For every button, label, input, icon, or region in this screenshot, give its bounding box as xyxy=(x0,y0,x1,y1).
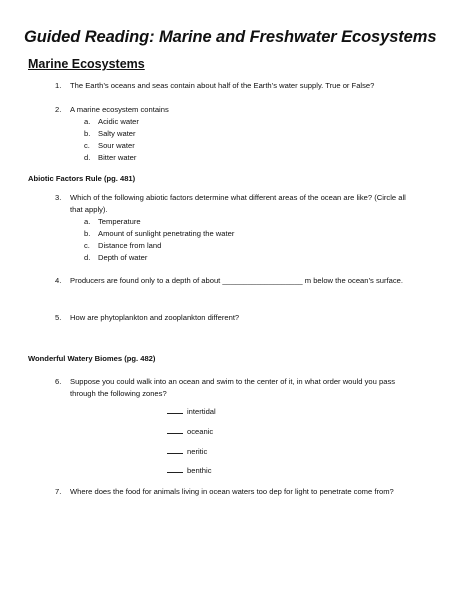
zone-label: neritic xyxy=(187,447,208,456)
question-text: Which of the following abiotic factors determine what different areas of the ocean are like? (Circle all that apply). xyxy=(70,193,406,214)
option-text: Acidic water xyxy=(98,117,139,126)
option-letter: b. xyxy=(84,229,91,239)
question-1 xyxy=(55,80,420,92)
subheading-abiotic-factors: Abiotic Factors Rule (pg. 481) xyxy=(28,174,136,183)
question-number: 2. xyxy=(55,105,62,114)
question-text: Suppose you could walk into an ocean and swim to the center of it, in what order would you pass through the following zones? xyxy=(70,377,396,398)
zone-label: benthic xyxy=(187,466,212,475)
question-3 xyxy=(55,192,420,216)
answer-blank[interactable] xyxy=(167,406,183,414)
option-text: Bitter water xyxy=(98,153,137,163)
question-text: The Earth’s oceans and seas contain about half of the Earth’s water supply. True or False? xyxy=(70,81,375,90)
answer-blank[interactable] xyxy=(167,426,183,434)
zone-label: intertidal xyxy=(187,407,216,416)
option-text: Salty water xyxy=(98,129,136,139)
question-3-options xyxy=(84,216,234,264)
option-letter: d. xyxy=(84,253,91,263)
option-b xyxy=(84,128,139,140)
option-b xyxy=(84,228,234,240)
option-text: Depth of water xyxy=(98,253,148,263)
zone-label: oceanic xyxy=(187,427,214,436)
option-d xyxy=(84,152,139,164)
question-number: 6. xyxy=(55,377,62,386)
question-text: Where does the food for animals living in ocean waters too dep for light to penetrate come from? xyxy=(70,487,394,496)
option-letter: a. xyxy=(84,217,91,226)
question-number: 7. xyxy=(55,487,62,496)
question-text: How are phytoplankton and zooplankton different? xyxy=(70,313,240,322)
section-title: Marine Ecosystems xyxy=(28,57,145,71)
question-text: A marine ecosystem contains xyxy=(70,105,169,114)
zone-item xyxy=(167,406,216,416)
question-number: 3. xyxy=(55,193,62,202)
question-text: Producers are found only to a depth of about ___________________ m below the ocean’s surface. xyxy=(70,276,403,285)
option-letter: c. xyxy=(84,241,90,251)
option-d xyxy=(84,252,234,264)
question-7 xyxy=(55,486,420,498)
subheading-watery-biomes: Wonderful Watery Biomes (pg. 482) xyxy=(28,354,156,363)
option-a xyxy=(84,116,139,128)
question-number: 4. xyxy=(55,276,62,285)
option-c xyxy=(84,140,139,152)
answer-blank[interactable] xyxy=(167,446,183,454)
question-2-options xyxy=(84,116,139,164)
option-letter: b. xyxy=(84,129,91,139)
option-a xyxy=(84,216,234,228)
question-6 xyxy=(55,376,420,400)
option-letter: d. xyxy=(84,153,91,163)
zone-item xyxy=(167,465,212,475)
question-2 xyxy=(55,104,420,116)
zone-item xyxy=(167,426,213,436)
option-text: Sour water xyxy=(98,141,135,151)
question-5 xyxy=(55,312,420,324)
option-letter: c. xyxy=(84,141,90,151)
question-4 xyxy=(55,275,420,287)
option-text: Distance from land xyxy=(98,241,162,251)
page-title: Guided Reading: Marine and Freshwater Ecosystems xyxy=(24,28,437,46)
option-c xyxy=(84,240,234,252)
answer-blank[interactable] xyxy=(167,465,183,473)
option-text: Temperature xyxy=(98,217,141,226)
option-text: Amount of sunlight penetrating the water xyxy=(98,229,235,239)
zone-item xyxy=(167,446,207,456)
question-number: 1. xyxy=(55,81,62,90)
question-number: 5. xyxy=(55,313,62,322)
option-letter: a. xyxy=(84,117,91,126)
